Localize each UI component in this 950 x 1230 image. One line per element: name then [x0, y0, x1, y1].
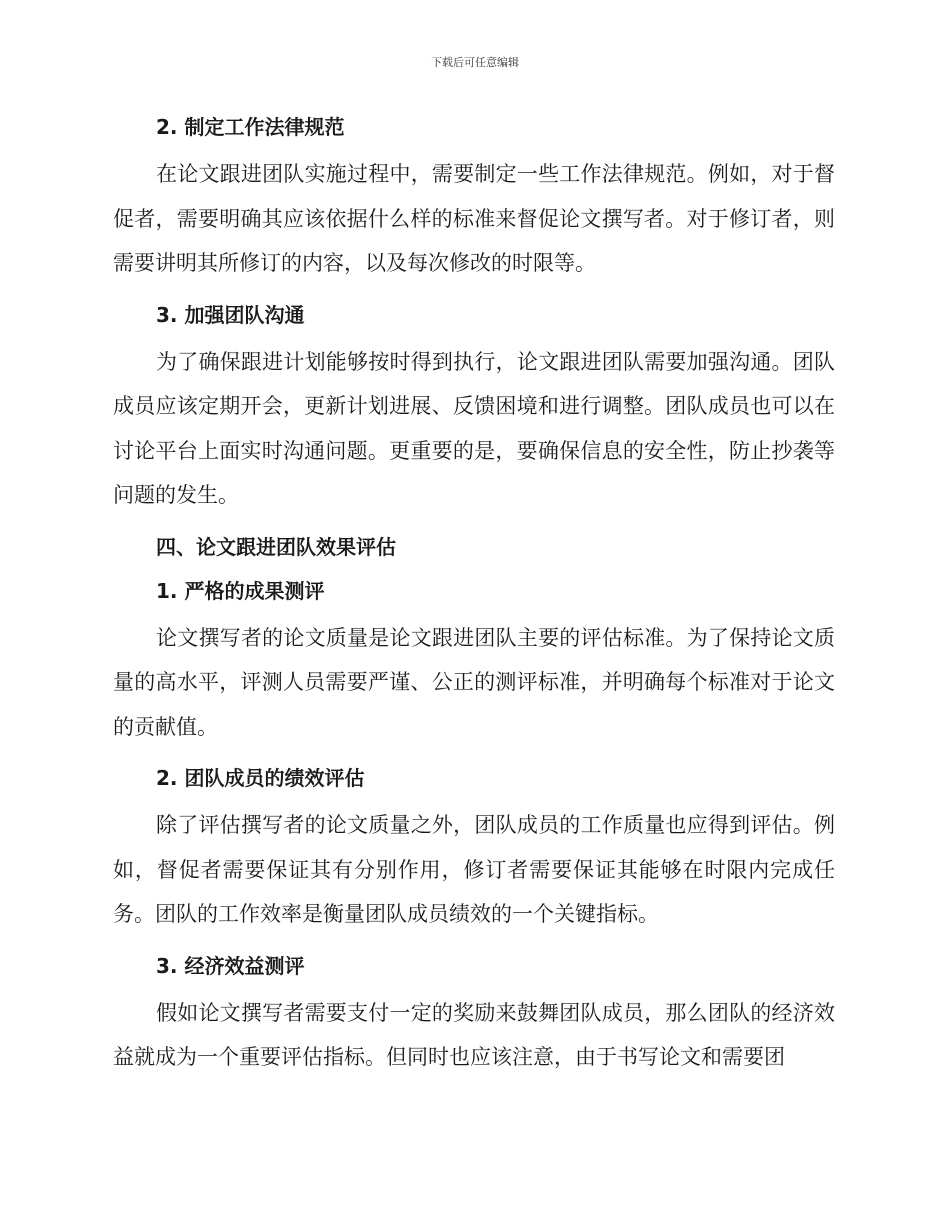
section-heading: 3. 加强团队沟通 — [156, 302, 305, 327]
header-note: 下载后可任意编辑 — [431, 56, 519, 69]
paragraph: 除了评估撰写者的论文质量之外，团队成员的工作质量也应得到评估。例如，督促者需要保证其有分别作用，修订者需要保证其能够在时限内完成任务。团队的工作效率是衡量团队成员绩效的一个关键指标。 — [113, 813, 835, 926]
document-body — [113, 108, 835, 1090]
paragraph: 假如论文撰写者需要支付一定的奖励来鼓舞团队成员，那么团队的经济效益就成为一个重要评估指标。但同时也应该注意，由于书写论文和需要团 — [113, 1000, 835, 1069]
section-heading: 3. 经济效益测评 — [156, 953, 305, 978]
paragraph: 论文撰写者的论文质量是论文跟进团队主要的评估标准。为了保持论文质量的高水平，评测人员需要严谨、公正的测评标准，并明确每个标准对于论文的贡献值。 — [113, 625, 835, 739]
paragraph: 为了确保跟进计划能够按时得到执行，论文跟进团队需要加强沟通。团队成员应该定期开会，更新计划进展、反馈困境和进行调整。团队成员也可以在讨论平台上面实时沟通问题。更重要的是，要确保信息的安全性，防止抄袭等问题的发生。 — [113, 349, 835, 507]
section-heading: 2. 制定工作法律规范 — [156, 115, 345, 139]
paragraph: 在论文跟进团队实施过程中，需要制定一些工作法律规范。例如，对于督促者，需要明确其应该依据什么样的标准来督促论文撰写者。对于修订者，则需要讲明其所修订的内容，以及每次修改的时限等。 — [113, 162, 835, 275]
chapter-heading: 四、论文跟进团队效果评估 — [156, 534, 396, 559]
section-heading: 2. 团队成员的绩效评估 — [156, 766, 365, 790]
section-heading: 1. 严格的成果测评 — [156, 578, 325, 603]
